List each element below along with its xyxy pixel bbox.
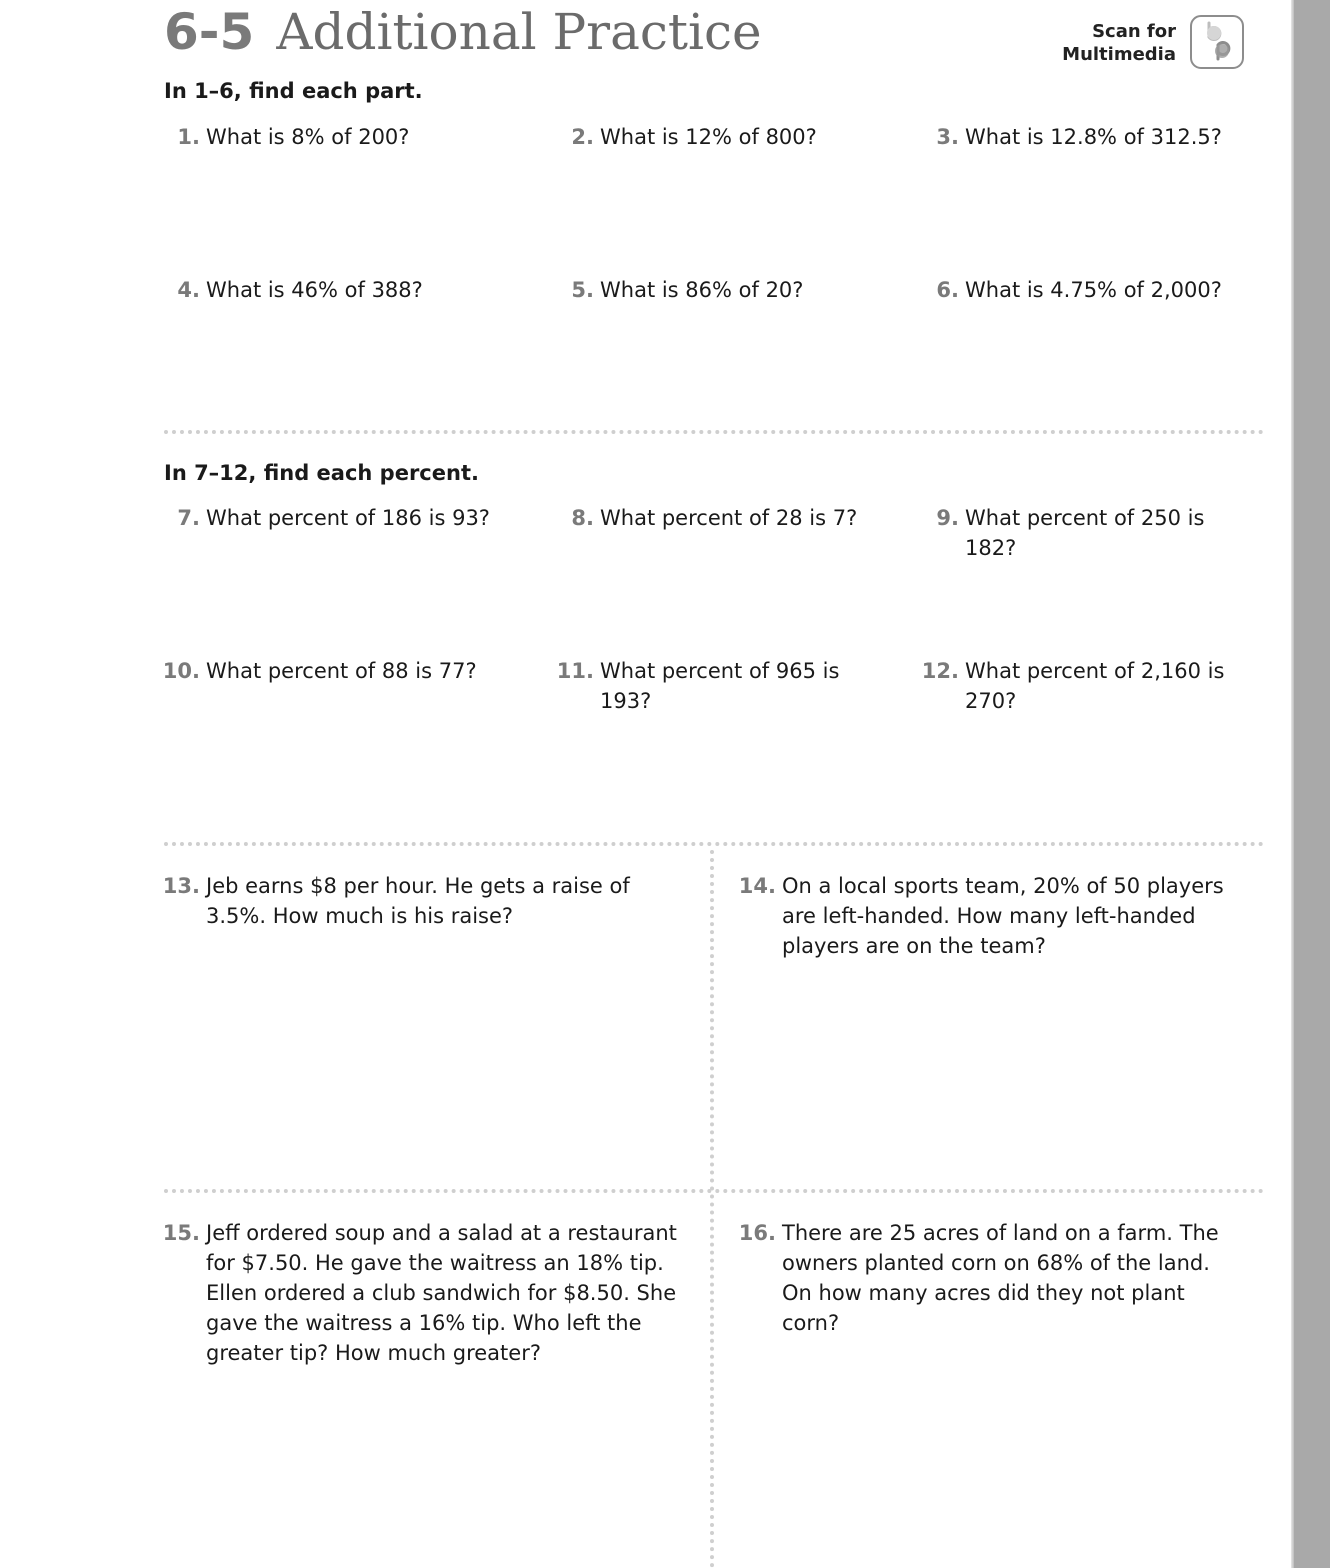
problem-text: What is 12% of 800? bbox=[600, 125, 817, 149]
column-divider bbox=[710, 850, 714, 1568]
section1-instruction: In 1–6, find each part. bbox=[164, 79, 423, 103]
problem-12 bbox=[921, 656, 1230, 716]
problem-6 bbox=[936, 275, 1265, 305]
section-divider bbox=[164, 1189, 1264, 1193]
problem-14 bbox=[738, 871, 1252, 961]
scan-label-line2: Multimedia bbox=[1062, 44, 1176, 65]
problem-number: 2. bbox=[571, 125, 594, 149]
page-edge-strip bbox=[1294, 0, 1330, 1568]
problem-1 bbox=[177, 122, 546, 152]
lesson-number: 6-5 bbox=[164, 3, 255, 61]
problem-number: 16. bbox=[738, 1221, 776, 1245]
problem-number: 13. bbox=[162, 874, 200, 898]
problem-15 bbox=[162, 1218, 686, 1368]
problem-text: What is 12.8% of 312.5? bbox=[965, 125, 1222, 149]
problem-text: What is 46% of 388? bbox=[206, 278, 423, 302]
problem-number: 5. bbox=[571, 278, 594, 302]
problem-3 bbox=[936, 122, 1265, 152]
section-divider bbox=[164, 430, 1264, 434]
problem-text: What percent of 88 is 77? bbox=[206, 659, 477, 683]
problem-number: 9. bbox=[936, 506, 959, 530]
qr-media-icon[interactable] bbox=[1190, 15, 1244, 69]
problem-text: What percent of 250 is 182? bbox=[965, 506, 1205, 560]
scan-for-multimedia-label bbox=[1040, 20, 1176, 66]
problem-number: 12. bbox=[921, 659, 959, 683]
problem-number: 6. bbox=[936, 278, 959, 302]
problem-7 bbox=[177, 503, 546, 533]
problem-text: What is 8% of 200? bbox=[206, 125, 410, 149]
problem-number: 15. bbox=[162, 1221, 200, 1245]
problem-9 bbox=[936, 503, 1210, 563]
problem-text: What percent of 965 is 193? bbox=[600, 659, 840, 713]
problem-2 bbox=[571, 122, 900, 152]
problem-text: What percent of 28 is 7? bbox=[600, 506, 858, 530]
qr-media-glyph bbox=[1192, 17, 1242, 67]
problem-5 bbox=[571, 275, 900, 305]
problem-text: Jeff ordered soup and a salad at a restaurant for $7.50. He gave the waitress an 18% tip. Ellen ordered a club sandwich for $8.50. She gave the waitress a 16% tip. Who left the greater tip? How much greater? bbox=[206, 1221, 677, 1365]
problem-8 bbox=[571, 503, 900, 533]
problem-text: Jeb earns $8 per hour. He gets a raise of 3.5%. How much is his raise? bbox=[206, 874, 630, 928]
problem-11 bbox=[556, 656, 865, 716]
problem-text: What is 4.75% of 2,000? bbox=[965, 278, 1222, 302]
problem-number: 11. bbox=[556, 659, 594, 683]
problem-13 bbox=[162, 871, 686, 931]
section-divider bbox=[164, 842, 1264, 846]
problem-10 bbox=[162, 656, 546, 686]
problem-text: There are 25 acres of land on a farm. The owners planted corn on 68% of the land. On how many acres did they not plant corn? bbox=[782, 1221, 1219, 1335]
problem-number: 7. bbox=[177, 506, 200, 530]
problem-number: 4. bbox=[177, 278, 200, 302]
problem-text: On a local sports team, 20% of 50 players are left-handed. How many left-handed players are on the team? bbox=[782, 874, 1224, 958]
page-title bbox=[164, 4, 762, 60]
problem-text: What is 86% of 20? bbox=[600, 278, 804, 302]
problem-16 bbox=[738, 1218, 1242, 1338]
problem-text: What percent of 186 is 93? bbox=[206, 506, 490, 530]
scan-label-line1: Scan for bbox=[1092, 21, 1176, 42]
section2-instruction: In 7–12, find each percent. bbox=[164, 461, 479, 485]
problem-text: What percent of 2,160 is 270? bbox=[965, 659, 1225, 713]
problem-number: 1. bbox=[177, 125, 200, 149]
problem-number: 10. bbox=[162, 659, 200, 683]
problem-number: 14. bbox=[738, 874, 776, 898]
problem-number: 8. bbox=[571, 506, 594, 530]
problem-number: 3. bbox=[936, 125, 959, 149]
problem-4 bbox=[177, 275, 546, 305]
lesson-title: Additional Practice bbox=[276, 3, 762, 61]
